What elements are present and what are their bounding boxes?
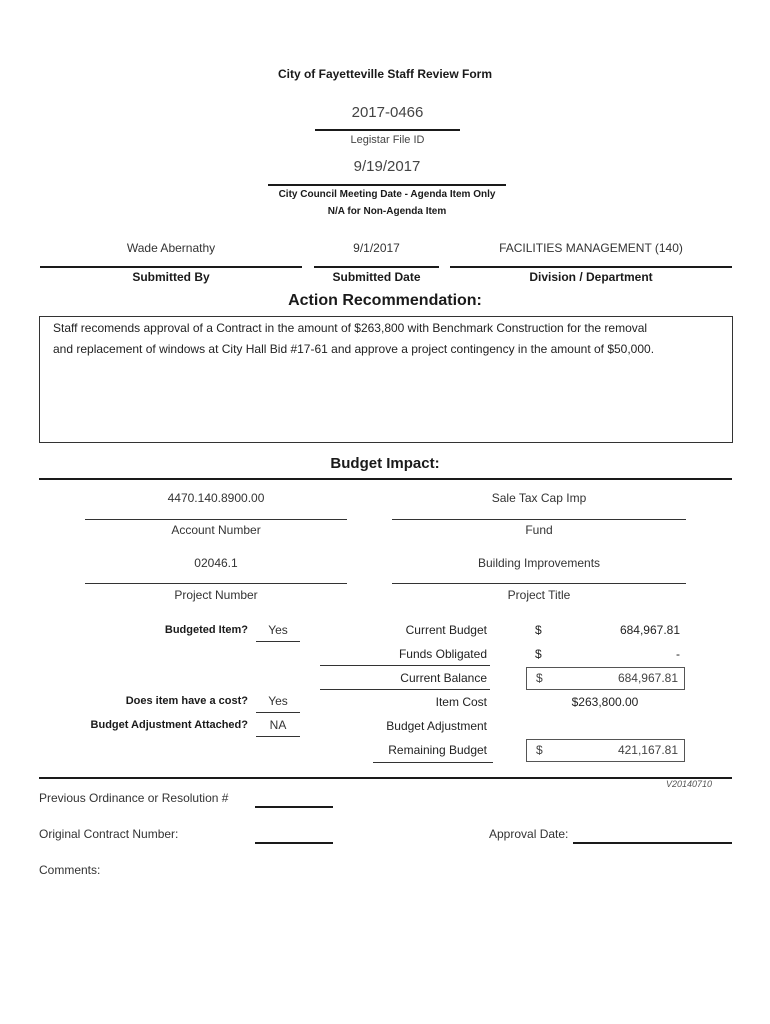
adjustment-attached-label: Budget Adjustment Attached? <box>90 719 248 731</box>
division-underline <box>450 266 732 268</box>
submitted-by-underline <box>40 266 302 268</box>
previous-ordinance-label: Previous Ordinance or Resolution # <box>39 791 229 805</box>
project-number-value: 02046.1 <box>194 556 238 570</box>
original-contract-label: Original Contract Number: <box>39 827 179 841</box>
budgeted-item-value: Yes <box>268 623 288 637</box>
account-number-label: Account Number <box>171 523 261 537</box>
submitted-date-value: 9/1/2017 <box>353 241 400 255</box>
action-text-line1: Staff recomends approval of a Contract in the amount of $263,800 with Benchmark Construction for the removal <box>53 321 648 335</box>
file-id-label: Legistar File ID <box>350 134 425 146</box>
remaining-budget-currency: $ <box>536 743 543 757</box>
budget-adjustment-label: Budget Adjustment <box>386 719 487 733</box>
adjustment-attached-underline <box>256 736 300 737</box>
budgeted-item-underline <box>256 641 300 642</box>
funds-obligated-value: - <box>676 647 680 661</box>
item-cost-label: Item Cost <box>435 695 487 709</box>
current-balance-box <box>526 667 685 690</box>
current-budget-value: 684,967.81 <box>619 623 680 637</box>
comments-label: Comments: <box>39 863 101 877</box>
original-contract-field[interactable] <box>255 842 333 844</box>
action-text-line2: and replacement of windows at City Hall Bid #17-61 and approve a project contingency in the amount of $50,000. <box>53 342 655 356</box>
current-budget-currency: $ <box>535 623 542 637</box>
current-budget-label: Current Budget <box>405 623 487 637</box>
account-number-value: 4470.140.8900.00 <box>167 491 265 505</box>
account-number-underline <box>85 519 347 520</box>
project-title-underline <box>392 583 686 584</box>
project-title-label: Project Title <box>507 588 571 602</box>
meeting-date-label: City Council Meeting Date - Agenda Item Only <box>278 189 496 200</box>
fund-value: Sale Tax Cap Imp <box>491 491 587 505</box>
submitted-by-label: Submitted By <box>132 270 210 284</box>
submitted-by-value: Wade Abernathy <box>126 241 216 255</box>
budgeted-item-label: Budgeted Item? <box>164 624 248 636</box>
meeting-date: 9/19/2017 <box>353 158 421 175</box>
has-cost-label: Does item have a cost? <box>125 695 248 707</box>
meeting-date-note: N/A for Non-Agenda Item <box>327 206 447 217</box>
legistar-file-id: 2017-0466 <box>351 104 424 121</box>
submitted-date-underline <box>314 266 439 268</box>
has-cost-value: Yes <box>268 694 288 708</box>
current-balance-value: 684,967.81 <box>617 671 678 685</box>
funds-obligated-currency: $ <box>535 647 542 661</box>
previous-ordinance-field[interactable] <box>255 806 333 808</box>
remaining-budget-label: Remaining Budget <box>388 743 487 757</box>
meeting-date-underline <box>268 184 506 186</box>
funds-obligated-label: Funds Obligated <box>398 647 487 661</box>
project-title-value: Building Improvements <box>477 556 601 570</box>
file-id-underline <box>315 129 460 131</box>
item-cost-value: $263,800.00 <box>571 695 639 709</box>
form-title: City of Fayetteville Staff Review Form <box>277 67 493 81</box>
approval-date-label: Approval Date: <box>489 827 569 841</box>
adjustment-attached-value: NA <box>269 718 287 732</box>
current-balance-currency: $ <box>536 671 543 685</box>
funds-obligated-underline <box>320 665 490 666</box>
action-recommendation-box <box>39 316 733 443</box>
division-label: Division / Department <box>529 270 653 284</box>
submitted-date-label: Submitted Date <box>332 270 421 284</box>
approval-date-field[interactable] <box>573 842 732 844</box>
remaining-budget-value: 421,167.81 <box>617 743 678 757</box>
project-number-label: Project Number <box>174 588 258 602</box>
remaining-budget-underline <box>373 762 493 763</box>
fund-underline <box>392 519 686 520</box>
budget-heading-rule <box>39 478 732 480</box>
remaining-budget-box <box>526 739 685 762</box>
version-code: V20140710 <box>665 779 712 789</box>
has-cost-underline <box>256 712 300 713</box>
budget-heading: Budget Impact: <box>330 455 440 472</box>
division-value: FACILITIES MANAGEMENT (140) <box>499 241 683 255</box>
current-balance-label: Current Balance <box>400 671 487 685</box>
fund-label: Fund <box>525 523 553 537</box>
action-heading: Action Recommendation: <box>288 292 482 309</box>
project-number-underline <box>85 583 347 584</box>
current-balance-underline <box>320 689 490 690</box>
